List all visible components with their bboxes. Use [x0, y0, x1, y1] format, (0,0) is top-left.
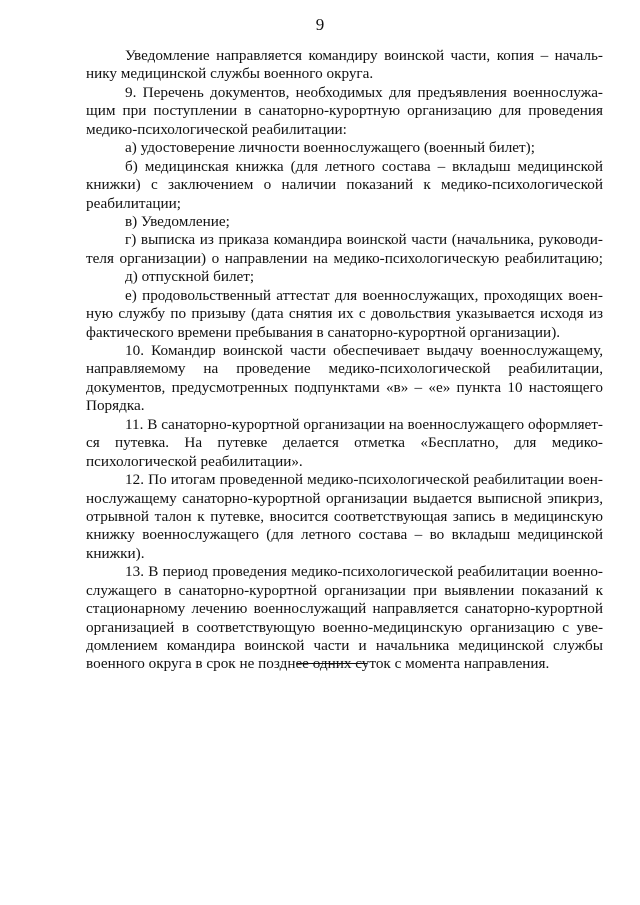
text-line: 11. В санаторно-курортной организации на военнослужащего оформляет-: [125, 415, 603, 433]
text-line: 13. В период проведения медико-психологической реабилитации военно-: [125, 563, 603, 581]
text-line: реабилитации;: [86, 194, 181, 212]
text-line: щим при поступлении в санаторно-курортную организацию для проведения: [86, 102, 603, 120]
text-line: стационарному лечению военнослужащий направляется санаторно-курортной: [86, 600, 603, 618]
text-line: 12. По итогам проведенной медико-психологической реабилитации воен-: [125, 471, 603, 489]
text-line: организацией в соответствующую военно-медицинскую организацию с уве-: [86, 618, 603, 636]
text-line: а) удостоверение личности военнослужащего (военный билет);: [125, 139, 535, 157]
text-line: служащего в санаторно-курортной организации при выявлении показаний к: [86, 581, 603, 599]
text-line: книжку военнослужащего (для летного состава – во вкладыш медицинской: [86, 526, 603, 544]
text-line: медико-психологической реабилитации:: [86, 120, 347, 138]
text-line: ную службу по призыву (дата снятия их с довольствия указывается исходя из: [86, 305, 603, 323]
text-line: отрывной талон к путевке, вносится соответствующая запись в медицинскую: [86, 507, 603, 525]
text-line: военного округа в срок не позднее одних суток с момента направления.: [86, 655, 550, 673]
text-line: направляемому на проведение медико-психологической реабилитации,: [86, 360, 603, 378]
document-body: [86, 47, 603, 674]
text-line: нослужащему санаторно-курортной организации выдается выписной эпикриз,: [86, 489, 603, 507]
text-line: книжки).: [86, 544, 145, 562]
text-line: д) отпускной билет;: [125, 268, 255, 286]
text-line: е) продовольственный аттестат для военнослужащих, проходящих воен-: [125, 286, 603, 304]
text-line: книжки) с заключением о наличии показаний к медико-психологической: [86, 176, 603, 194]
text-line: г) выписка из приказа командира воинской части (начальника, руководи-: [125, 231, 603, 249]
text-line: 10. Командир воинской части обеспечивает выдачу военнослужащему,: [125, 342, 603, 359]
text-line: теля организации) о направлении на медико-психологическую реабилитацию;: [86, 249, 603, 267]
text-line: б) медицинская книжка (для летного состава – вкладыш медицинской: [125, 157, 603, 175]
text-line: документов, предусмотренных подпунктами «в» – «е» пункта 10 настоящего: [86, 378, 603, 396]
text-line: домлением командира воинской части и начальника медицинской службы: [86, 637, 603, 654]
end-divider: [297, 663, 367, 664]
text-line: Порядка.: [86, 397, 145, 415]
text-line: нику медицинской службы военного округа.: [86, 65, 374, 83]
text-line: ся путевка. На путевке делается отметка «Бесплатно, для медико-: [86, 434, 603, 452]
text-line: психологической реабилитации».: [86, 452, 303, 470]
text-line: 9. Перечень документов, необходимых для предъявления военнослужа-: [125, 83, 603, 101]
text-line: в) Уведомление;: [125, 212, 230, 230]
text-line: фактического времени пребывания в санаторно-курортной организации).: [86, 323, 561, 341]
text-line: Уведомление направляется командиру воинской части, копия – началь-: [125, 47, 603, 64]
page-number: 9: [315, 15, 325, 34]
